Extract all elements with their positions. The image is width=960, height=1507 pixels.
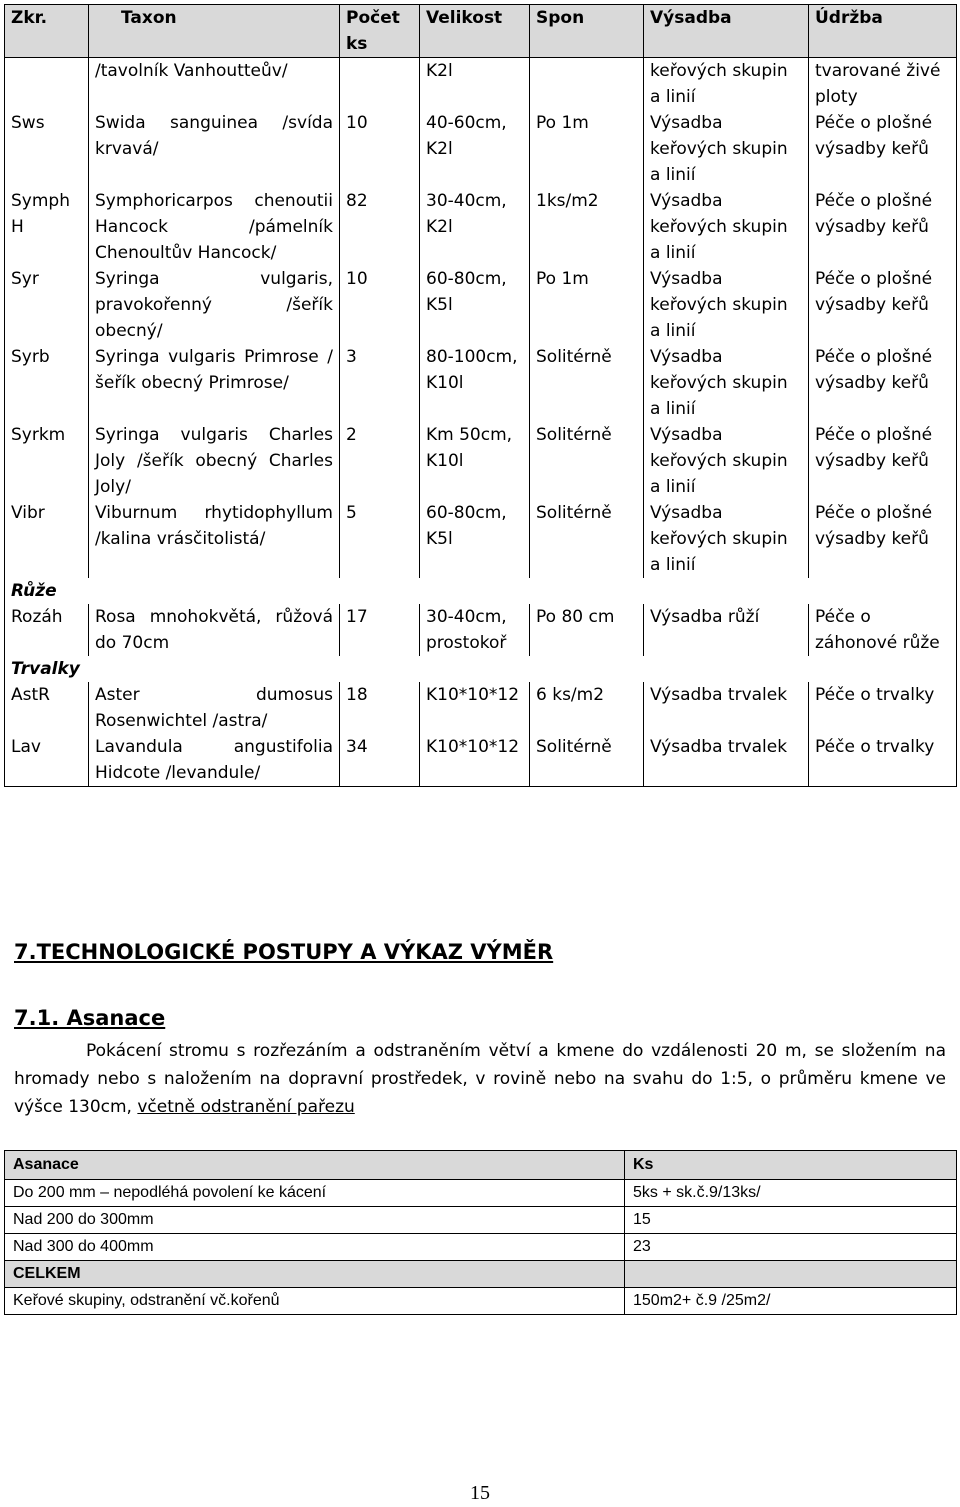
cell-zkr: Vibr: [5, 500, 89, 578]
cell-velikost: 30-40cm, K2l: [420, 188, 530, 266]
asanace-value: 5ks + sk.č.9/13ks/: [625, 1180, 957, 1207]
cell-udrzba: Péče o trvalky: [809, 682, 957, 734]
cell-pocet: 17: [340, 604, 420, 656]
asanace-label: Nad 300 do 400mm: [5, 1234, 625, 1261]
asanace-header-label: Asanace: [5, 1151, 625, 1180]
asanace-paragraph: [14, 1037, 946, 1121]
cell-taxon: Swida sanguinea /svída krvavá/: [89, 110, 340, 188]
cell-zkr: Syrkm: [5, 422, 89, 500]
cell-spon: Solitérně: [530, 500, 644, 578]
cell-velikost: K2l: [420, 58, 530, 111]
page-number: 15: [470, 1482, 490, 1504]
section-heading: 7.TECHNOLOGICKÉ POSTUPY A VÝKAZ VÝMĚR: [14, 940, 554, 964]
section-label: Růže: [5, 578, 957, 604]
asanace-row: [5, 1207, 957, 1234]
cell-spon: Solitérně: [530, 344, 644, 422]
asanace-value: [625, 1261, 957, 1288]
table-row: [5, 604, 957, 656]
cell-spon: Po 1m: [530, 110, 644, 188]
cell-zkr: [5, 58, 89, 111]
cell-spon: 6 ks/m2: [530, 682, 644, 734]
section-roses: [5, 578, 957, 604]
cell-velikost: 60-80cm, K5l: [420, 500, 530, 578]
cell-udrzba: Péče o plošné výsadby keřů: [809, 422, 957, 500]
section-perennials: [5, 656, 957, 682]
table-row: [5, 682, 957, 734]
cell-zkr: Syrb: [5, 344, 89, 422]
cell-vysadba: Výsadba keřových skupin a linií: [644, 110, 809, 188]
asanace-label: Nad 200 do 300mm: [5, 1207, 625, 1234]
cell-udrzba: tvarované živé ploty: [809, 58, 957, 111]
cell-zkr: Lav: [5, 734, 89, 787]
cell-zkr: Symph H: [5, 188, 89, 266]
table-row: [5, 734, 957, 787]
asanace-label: CELKEM: [5, 1261, 625, 1288]
cell-pocet: 5: [340, 500, 420, 578]
table-row: [5, 344, 957, 422]
header-spon: Spon: [530, 5, 644, 58]
header-taxon: Taxon: [89, 5, 340, 58]
table-row: [5, 266, 957, 344]
cell-taxon: Syringa vulgaris, pravokořenný /šeřík obecný/: [89, 266, 340, 344]
cell-udrzba: Péče o plošné výsadby keřů: [809, 188, 957, 266]
cell-pocet: 2: [340, 422, 420, 500]
cell-spon: Solitérně: [530, 422, 644, 500]
cell-velikost: 80-100cm, K10l: [420, 344, 530, 422]
cell-taxon: Viburnum rhytidophyllum /kalina vrásčitolistá/: [89, 500, 340, 578]
cell-vysadba: Výsadba keřových skupin a linií: [644, 188, 809, 266]
table-row: [5, 188, 957, 266]
cell-pocet: 10: [340, 110, 420, 188]
paragraph-text: Pokácení stromu s rozřezáním a odstraněním větví a kmene do vzdálenosti 20 m, se složením na hromady nebo s naložením na dopravní prostředek, v rovině nebo na svahu do 1:5, o průměru kmene ve výšce 130cm,: [14, 1041, 946, 1117]
cell-zkr: Rozáh: [5, 604, 89, 656]
asanace-header-row: [5, 1151, 957, 1180]
cell-pocet: [340, 58, 420, 111]
asanace-header-ks: Ks: [625, 1151, 957, 1180]
cell-zkr: AstR: [5, 682, 89, 734]
asanace-row: [5, 1288, 957, 1315]
header-velikost: Velikost: [420, 5, 530, 58]
cell-velikost: Km 50cm, K10l: [420, 422, 530, 500]
cell-vysadba: Výsadba keřových skupin a linií: [644, 266, 809, 344]
table-row: [5, 58, 957, 111]
asanace-label: Do 200 mm – nepodléhá povolení ke kácení: [5, 1180, 625, 1207]
cell-taxon: Rosa mnohokvětá, růžová do 70cm: [89, 604, 340, 656]
cell-zkr: Syr: [5, 266, 89, 344]
cell-udrzba: Péče o plošné výsadby keřů: [809, 500, 957, 578]
header-udrzba: Údržba: [809, 5, 957, 58]
plant-table: [4, 4, 957, 787]
asanace-value: 150m2+ č.9 /25m2/: [625, 1288, 957, 1315]
header-pocet: Počet ks: [340, 5, 420, 58]
paragraph-underlined: včetně odstranění pařezu: [137, 1097, 355, 1117]
cell-velikost: K10*10*12: [420, 734, 530, 787]
asanace-row: [5, 1261, 957, 1288]
cell-velikost: 60-80cm, K5l: [420, 266, 530, 344]
cell-taxon: Aster dumosus Rosenwichtel /astra/: [89, 682, 340, 734]
cell-spon: Po 80 cm: [530, 604, 644, 656]
cell-pocet: 82: [340, 188, 420, 266]
asanace-row: [5, 1180, 957, 1207]
asanace-value: 23: [625, 1234, 957, 1261]
subsection-heading: 7.1. Asanace: [14, 1006, 166, 1030]
asanace-value: 15: [625, 1207, 957, 1234]
cell-udrzba: Péče o plošné výsadby keřů: [809, 344, 957, 422]
cell-taxon: Lavandula angustifolia Hidcote /levandule/: [89, 734, 340, 787]
cell-pocet: 3: [340, 344, 420, 422]
header-row: [5, 5, 957, 58]
cell-zkr: Sws: [5, 110, 89, 188]
cell-vysadba: keřových skupin a linií: [644, 58, 809, 111]
cell-taxon: Syringa vulgaris Primrose /šeřík obecný Primrose/: [89, 344, 340, 422]
cell-udrzba: Péče o plošné výsadby keřů: [809, 110, 957, 188]
cell-taxon: Symphoricarpos chenoutii Hancock /pámelník Chenoultův Hancock/: [89, 188, 340, 266]
cell-velikost: 40-60cm, K2l: [420, 110, 530, 188]
cell-taxon: /tavolník Vanhoutteův/: [89, 58, 340, 111]
cell-spon: Po 1m: [530, 266, 644, 344]
cell-pocet: 34: [340, 734, 420, 787]
asanace-label: Keřové skupiny, odstranění vč.kořenů: [5, 1288, 625, 1315]
cell-velikost: 30-40cm, prostokoř: [420, 604, 530, 656]
table-row: [5, 500, 957, 578]
cell-pocet: 18: [340, 682, 420, 734]
cell-velikost: K10*10*12: [420, 682, 530, 734]
asanace-row: [5, 1234, 957, 1261]
cell-spon: [530, 58, 644, 111]
table-row: [5, 422, 957, 500]
cell-spon: 1ks/m2: [530, 188, 644, 266]
cell-vysadba: Výsadba keřových skupin a linií: [644, 422, 809, 500]
asanace-table: [4, 1150, 957, 1315]
cell-vysadba: Výsadba keřových skupin a linií: [644, 500, 809, 578]
cell-vysadba: Výsadba trvalek: [644, 734, 809, 787]
cell-udrzba: Péče o trvalky: [809, 734, 957, 787]
cell-pocet: 10: [340, 266, 420, 344]
cell-spon: Solitérně: [530, 734, 644, 787]
cell-vysadba: Výsadba keřových skupin a linií: [644, 344, 809, 422]
cell-udrzba: Péče o záhonové růže: [809, 604, 957, 656]
cell-vysadba: Výsadba trvalek: [644, 682, 809, 734]
section-label: Trvalky: [5, 656, 957, 682]
cell-taxon: Syringa vulgaris Charles Joly /šeřík obecný Charles Joly/: [89, 422, 340, 500]
header-zkr: Zkr.: [5, 5, 89, 58]
cell-udrzba: Péče o plošné výsadby keřů: [809, 266, 957, 344]
header-vysadba: Výsadba: [644, 5, 809, 58]
cell-vysadba: Výsadba růží: [644, 604, 809, 656]
table-row: [5, 110, 957, 188]
